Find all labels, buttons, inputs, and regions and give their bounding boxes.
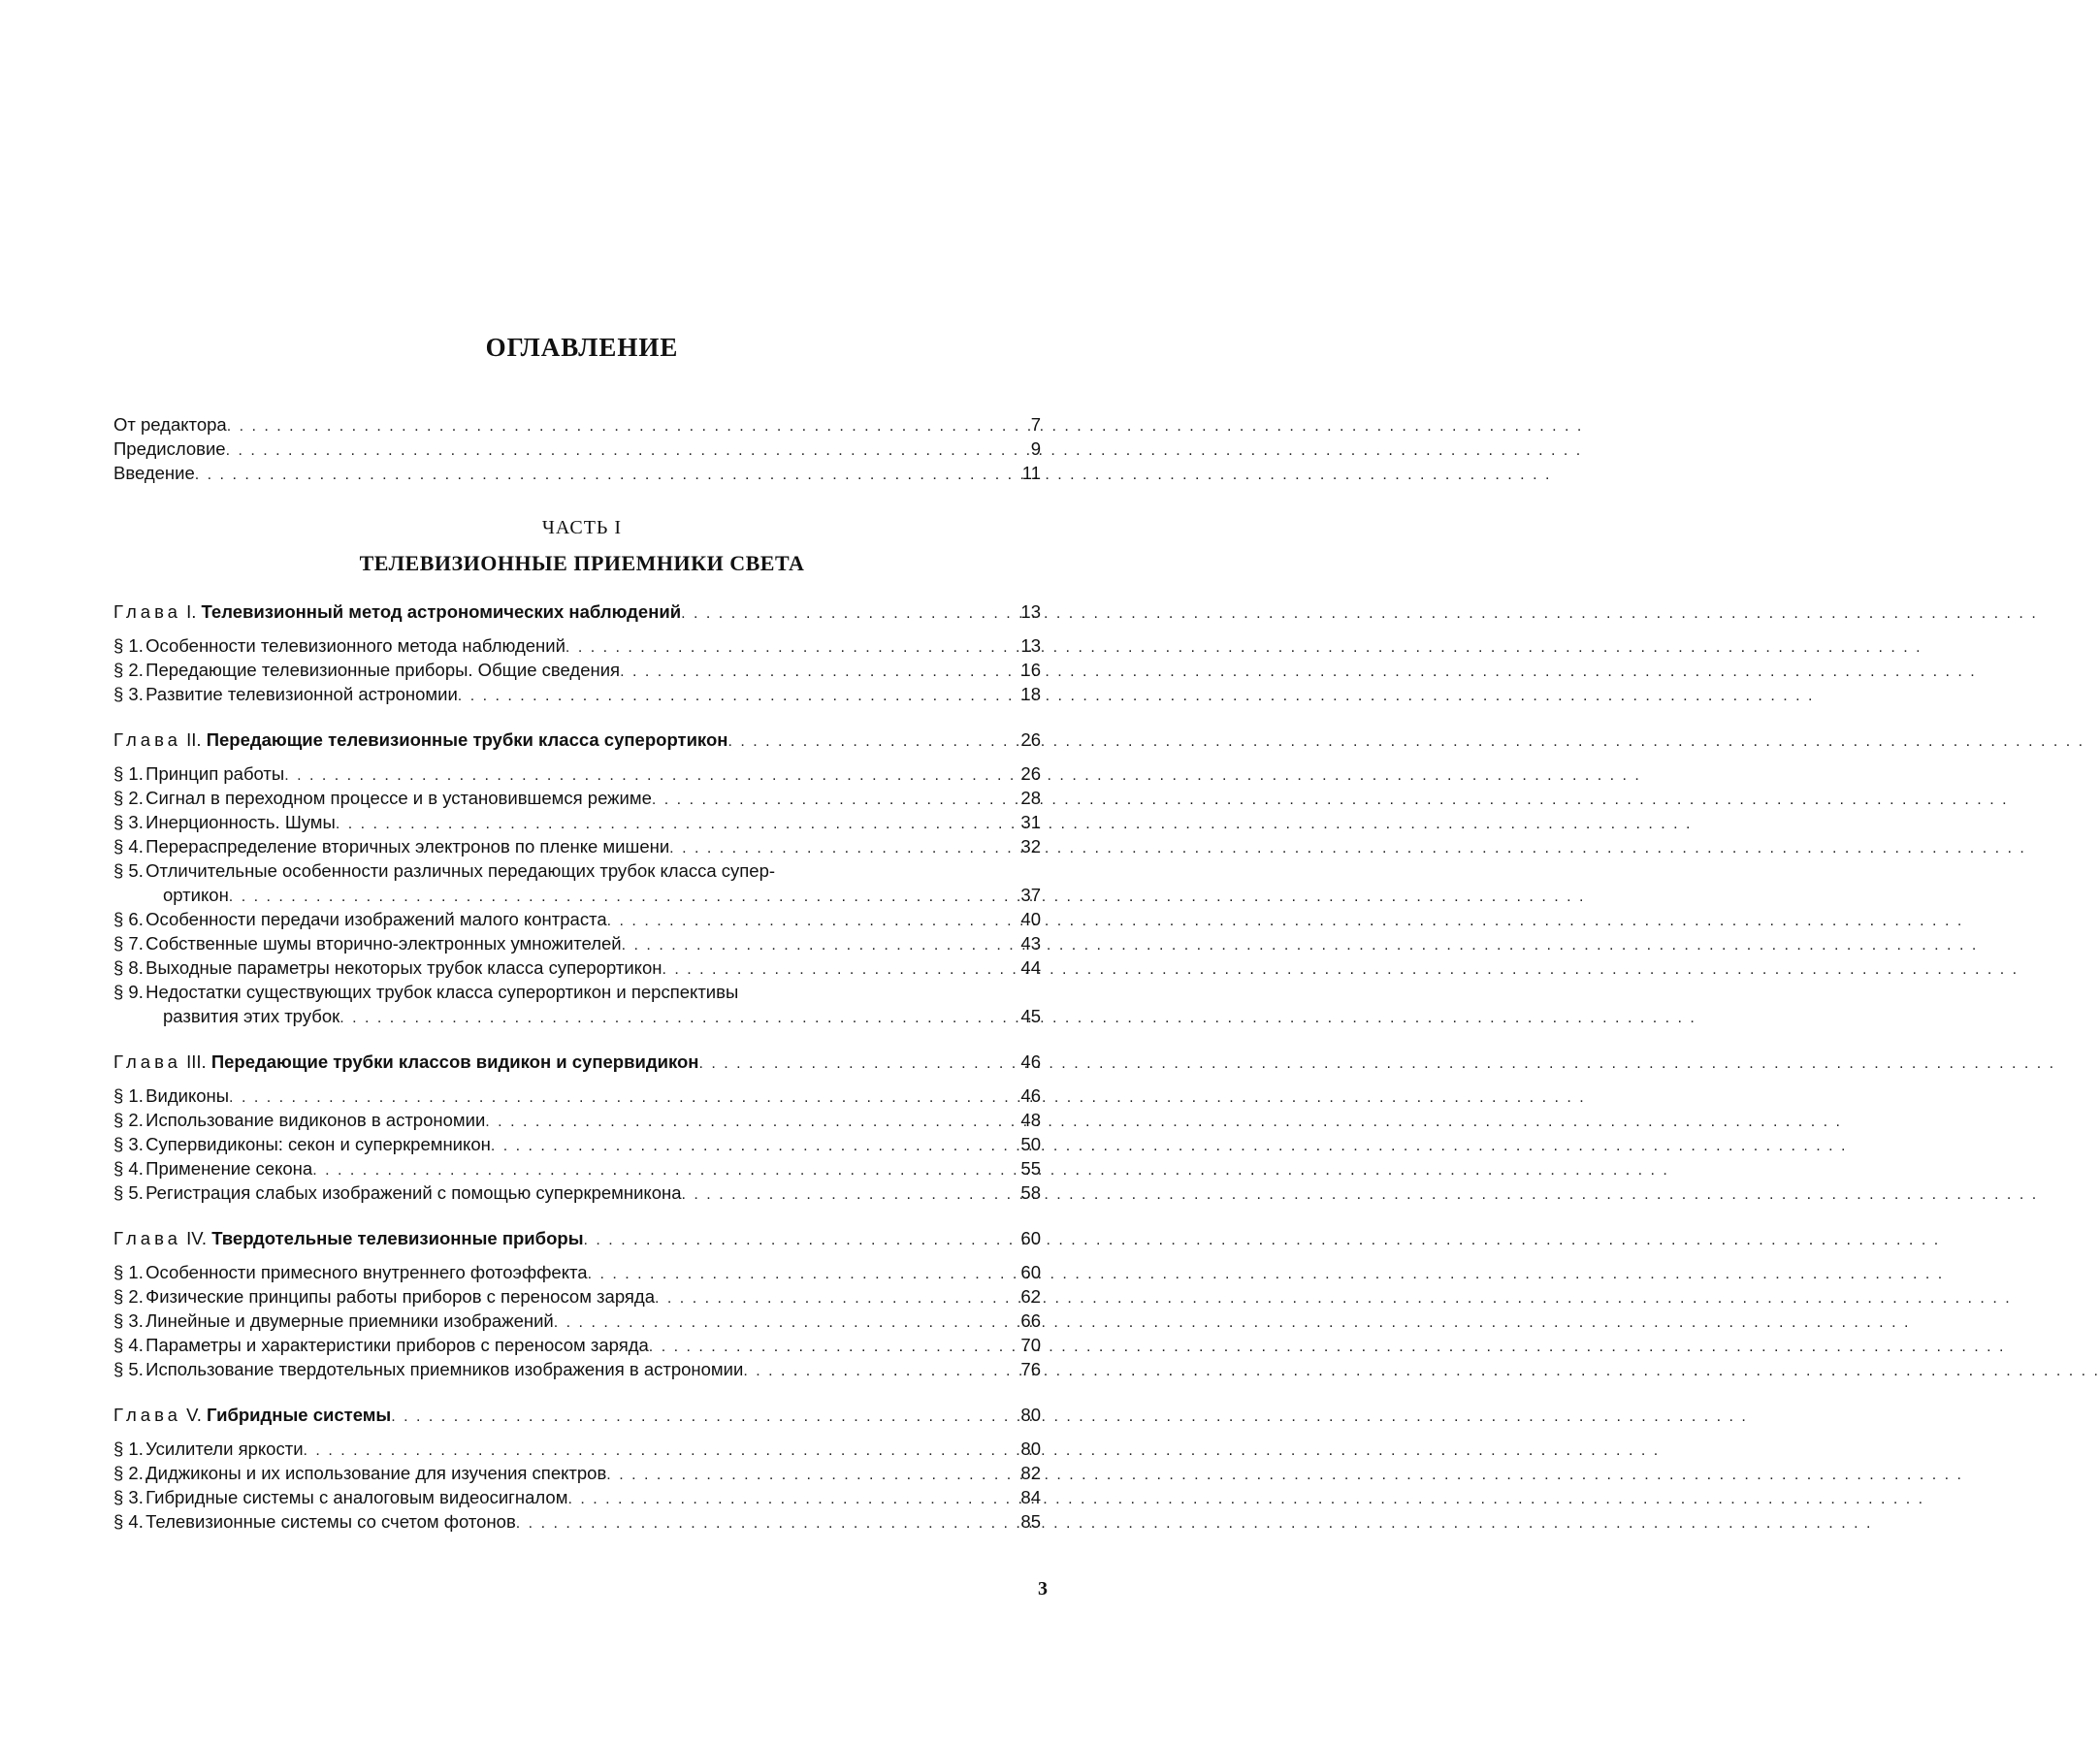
dot-leader	[195, 463, 953, 487]
section-entry[interactable]	[113, 955, 1041, 980]
chapter-entry[interactable]	[113, 728, 1041, 752]
section-number: § 1.	[113, 1262, 144, 1282]
section-number: § 2.	[113, 660, 144, 680]
entry-label: От редактора	[113, 414, 227, 435]
section-entry[interactable]	[113, 907, 1041, 931]
section-title: Принцип работы	[145, 763, 285, 784]
section-entry[interactable]	[113, 658, 1041, 682]
section-number: § 2.	[113, 1463, 144, 1483]
section-entry[interactable]	[113, 1284, 1041, 1309]
chapter-title: Передающие телевизионные трубки класса суперортикон	[206, 729, 728, 750]
part-number: ЧАСТЬ I	[541, 517, 623, 538]
section-title: Использование видиконов в астрономии	[145, 1110, 486, 1130]
dot-leader	[588, 1262, 953, 1286]
section-label	[113, 1180, 682, 1205]
section-label	[113, 955, 662, 980]
section-title: Собственные шумы вторично-электронных умножителей	[145, 933, 622, 954]
section-label	[113, 1260, 588, 1284]
section-label	[113, 1132, 491, 1156]
section-entry[interactable]	[113, 1083, 1041, 1108]
section-label	[113, 633, 565, 658]
entry-page: 37	[1020, 885, 1041, 905]
section-label	[113, 1083, 229, 1108]
section-number: § 4.	[113, 1158, 144, 1179]
dot-leader	[229, 885, 953, 909]
dot-leader	[620, 660, 953, 684]
chapter-number: I.	[186, 601, 197, 622]
section-label	[113, 1461, 606, 1485]
entry-page: 55	[1020, 1158, 1041, 1179]
section-number: § 2.	[113, 788, 144, 808]
dot-leader	[565, 635, 953, 660]
section-entry[interactable]	[113, 1108, 1041, 1132]
section-title: Применение секона	[145, 1158, 313, 1179]
chapter-word: Глава	[113, 1228, 181, 1248]
section-label	[113, 1156, 312, 1180]
section-label	[113, 980, 738, 1004]
section-title: Выходные параметры некоторых трубок класса суперортикон	[145, 957, 662, 978]
dot-leader	[669, 836, 953, 860]
toc-entry[interactable]	[113, 412, 1041, 436]
entry-page: 28	[1020, 788, 1041, 808]
toc-title: ОГЛАВЛЕНИЕ	[485, 333, 679, 362]
section-title: Развитие телевизионной астрономии	[145, 684, 458, 704]
section-entry[interactable]	[113, 810, 1041, 834]
chapter-label	[113, 728, 727, 752]
chapter-number: III.	[186, 1051, 207, 1072]
dot-leader	[681, 601, 953, 626]
section-label	[113, 658, 620, 682]
section-title-continued: развития этих трубок	[163, 1006, 340, 1026]
dot-leader	[229, 1085, 953, 1110]
section-label	[113, 1437, 304, 1461]
entry-page: 60	[1020, 1262, 1041, 1282]
dot-leader	[607, 909, 953, 933]
entry-page: 9	[1030, 438, 1041, 459]
dot-leader	[727, 729, 953, 754]
section-title: Использование твердотельных приемников изображения в астрономии	[145, 1359, 744, 1379]
entry-label: Введение	[113, 463, 195, 483]
chapter-label	[113, 599, 681, 624]
entry-page: 18	[1020, 684, 1041, 704]
section-entry[interactable]	[113, 1156, 1041, 1180]
dot-leader	[226, 438, 953, 463]
dot-leader	[339, 1006, 953, 1030]
section-label	[113, 1485, 567, 1509]
dot-leader	[698, 1051, 953, 1076]
section-label	[113, 761, 284, 786]
section-label	[113, 682, 458, 706]
section-number: § 4.	[113, 836, 144, 857]
section-title: Перераспределение вторичных электронов по пленке мишени	[145, 836, 670, 857]
entry-page: 26	[1020, 763, 1041, 784]
section-entry[interactable]	[113, 1132, 1041, 1156]
dot-leader	[606, 1463, 953, 1487]
section-entry-continued[interactable]	[113, 1004, 1041, 1028]
section-number: § 3.	[113, 684, 144, 704]
section-title: Особенности передачи изображений малого контраста	[145, 909, 607, 929]
section-title: Гибридные системы с аналоговым видеосигналом	[145, 1487, 568, 1507]
section-title: Линейные и двумерные приемники изображений	[145, 1310, 554, 1331]
section-label	[113, 810, 336, 834]
entry-page: 11	[1021, 463, 1041, 483]
dot-leader	[584, 1228, 953, 1252]
chapter-word: Глава	[113, 601, 181, 622]
section-label	[113, 1333, 649, 1357]
entry-page: 66	[1020, 1310, 1041, 1331]
section-number: § 4.	[113, 1511, 144, 1532]
section-title: Диджиконы и их использование для изучения спектров	[145, 1463, 607, 1483]
dot-leader	[622, 933, 953, 957]
dot-leader	[652, 788, 953, 812]
section-entry[interactable]	[113, 1260, 1041, 1284]
chapter-entry[interactable]	[113, 1403, 1041, 1427]
chapter-number: II.	[186, 729, 202, 750]
section-label	[113, 1309, 554, 1333]
chapter-gap	[113, 1205, 1041, 1226]
section-title: Особенности телевизионного метода наблюдений	[145, 635, 565, 656]
section-entry[interactable]	[113, 834, 1041, 858]
section-title: Особенности примесного внутреннего фотоэффекта	[145, 1262, 588, 1282]
entry-page: 85	[1020, 1511, 1041, 1532]
section-number: § 8.	[113, 957, 144, 978]
entry-page: 46	[1020, 1051, 1041, 1072]
section-entry[interactable]	[113, 858, 1041, 883]
dot-leader	[662, 957, 953, 982]
part-title: ТЕЛЕВИЗИОННЫЕ ПРИЕМНИКИ СВЕТА	[359, 551, 805, 575]
chapter-number: IV.	[186, 1228, 208, 1248]
entry-page: 62	[1020, 1286, 1041, 1307]
section-label	[113, 931, 622, 955]
section-label	[113, 1284, 655, 1309]
chapter-word: Глава	[113, 1051, 181, 1072]
section-number: § 5.	[113, 1359, 144, 1379]
entry-page: 76	[1020, 1359, 1041, 1379]
section-entry-continued[interactable]	[113, 883, 1041, 907]
section-title: Инерционность. Шумы	[145, 812, 336, 832]
dot-leader	[284, 763, 953, 788]
toc-entry[interactable]	[113, 436, 1041, 461]
chapter-entry[interactable]	[113, 1226, 1041, 1250]
entry-page: 26	[1020, 729, 1041, 750]
chapter-gap	[113, 1381, 1041, 1403]
entry-page: 80	[1020, 1439, 1041, 1459]
section-number: § 1.	[113, 1439, 144, 1459]
section-number: § 2.	[113, 1286, 144, 1307]
section-number: § 9.	[113, 982, 144, 1002]
front-matter-list	[113, 412, 1041, 485]
entry-page: 60	[1020, 1228, 1041, 1248]
section-number: § 4.	[113, 1335, 144, 1355]
toc-entry[interactable]	[113, 461, 1041, 485]
entry-page: 45	[1020, 1006, 1041, 1026]
section-label	[113, 907, 607, 931]
section-entry[interactable]	[113, 1357, 1041, 1381]
section-title: Физические принципы работы приборов с переносом заряда	[145, 1286, 656, 1307]
page-number: 3	[1038, 1578, 1048, 1600]
section-number: § 5.	[113, 860, 144, 881]
entry-page: 13	[1020, 635, 1041, 656]
section-entry[interactable]	[113, 1509, 1041, 1534]
section-number: § 1.	[113, 763, 144, 784]
chapter-title: Телевизионный метод астрономических наблюдений	[201, 601, 682, 622]
dot-leader	[743, 1359, 953, 1383]
section-entry[interactable]	[113, 786, 1041, 810]
section-label	[113, 786, 652, 810]
section-entry[interactable]	[113, 1309, 1041, 1333]
section-label	[113, 1108, 485, 1132]
section-label	[113, 1357, 743, 1381]
section-entry[interactable]	[113, 980, 1041, 1004]
chapter-entry[interactable]	[113, 1050, 1041, 1074]
entry-page: 84	[1020, 1487, 1041, 1507]
dot-leader	[227, 414, 953, 438]
dot-leader	[336, 812, 953, 836]
section-number: § 2.	[113, 1110, 144, 1130]
section-title-continued: ортикон	[163, 885, 229, 905]
section-title: Параметры и характеристики приборов с переносом заряда	[145, 1335, 649, 1355]
chapters-list	[113, 599, 1041, 1534]
section-entry[interactable]	[113, 1437, 1041, 1461]
section-title: Видиконы	[145, 1085, 230, 1106]
section-number: § 7.	[113, 933, 144, 954]
section-title: Телевизионные системы со счетом фотонов	[145, 1511, 516, 1532]
section-title: Супервидиконы: секон и суперкремникон	[145, 1134, 491, 1154]
dot-leader	[391, 1405, 953, 1429]
section-number: § 3.	[113, 1310, 144, 1331]
section-number: § 3.	[113, 1487, 144, 1507]
entry-page: 31	[1020, 812, 1041, 832]
section-entry[interactable]	[113, 761, 1041, 786]
entry-page: 32	[1020, 836, 1041, 857]
entry-page: 80	[1020, 1405, 1041, 1425]
section-entry[interactable]	[113, 1180, 1041, 1205]
section-entry[interactable]	[113, 682, 1041, 706]
section-label	[113, 1509, 516, 1534]
chapter-word: Глава	[113, 1405, 181, 1425]
dot-leader	[491, 1134, 953, 1158]
section-number: § 1.	[113, 1085, 144, 1106]
section-label	[113, 858, 775, 883]
entry-page: 70	[1020, 1335, 1041, 1355]
section-title: Сигнал в переходном процессе и в установившемся режиме	[145, 788, 652, 808]
section-number: § 1.	[113, 635, 144, 656]
section-number: § 6.	[113, 909, 144, 929]
entry-page: 40	[1020, 909, 1041, 929]
entry-page: 50	[1020, 1134, 1041, 1154]
chapter-label	[113, 1050, 698, 1074]
entry-page: 43	[1020, 933, 1041, 954]
chapter-gap	[113, 1028, 1041, 1050]
section-title: Регистрация слабых изображений с помощью суперкремникона	[145, 1182, 682, 1203]
chapter-title: Гибридные системы	[207, 1405, 392, 1425]
chapter-number: V.	[186, 1405, 202, 1425]
entry-page: 48	[1020, 1110, 1041, 1130]
section-entry[interactable]	[113, 931, 1041, 955]
section-entry[interactable]	[113, 633, 1041, 658]
dot-leader	[655, 1286, 953, 1310]
dot-leader	[649, 1335, 953, 1359]
chapter-word: Глава	[113, 729, 181, 750]
dot-leader	[304, 1439, 953, 1463]
entry-page: 7	[1030, 414, 1041, 435]
section-number: § 5.	[113, 1182, 144, 1203]
chapter-title: Передающие трубки классов видикон и супервидикон	[210, 1051, 699, 1072]
dot-leader	[567, 1487, 953, 1511]
chapter-label	[113, 1226, 584, 1250]
section-entry[interactable]	[113, 1461, 1041, 1485]
entry-page: 13	[1020, 601, 1041, 622]
chapter-entry[interactable]	[113, 599, 1041, 624]
entry-page: 82	[1020, 1463, 1041, 1483]
dot-leader	[485, 1110, 953, 1134]
dot-leader	[682, 1182, 953, 1207]
dot-leader	[458, 684, 953, 708]
section-title: Недостатки существующих трубок класса суперортикон и перспективы	[145, 982, 739, 1002]
dot-leader	[516, 1511, 953, 1536]
entry-label: Предисловие	[113, 438, 226, 459]
section-title: Усилители яркости	[145, 1439, 304, 1459]
section-title: Передающие телевизионные приборы. Общие сведения	[145, 660, 621, 680]
section-label	[113, 834, 669, 858]
entry-page: 44	[1020, 957, 1041, 978]
section-title: Отличительные особенности различных передающих трубок класса супер-	[145, 860, 776, 881]
dot-leader	[554, 1310, 953, 1335]
entry-page: 46	[1020, 1085, 1041, 1106]
entry-page: 58	[1020, 1182, 1041, 1203]
chapter-label	[113, 1403, 391, 1427]
section-number: § 3.	[113, 1134, 144, 1154]
entry-page: 16	[1020, 660, 1041, 680]
dot-leader	[312, 1158, 953, 1182]
chapter-gap	[113, 706, 1041, 728]
section-number: § 3.	[113, 812, 144, 832]
section-entry[interactable]	[113, 1485, 1041, 1509]
chapter-title: Твердотельные телевизионные приборы	[211, 1228, 584, 1248]
section-entry[interactable]	[113, 1333, 1041, 1357]
